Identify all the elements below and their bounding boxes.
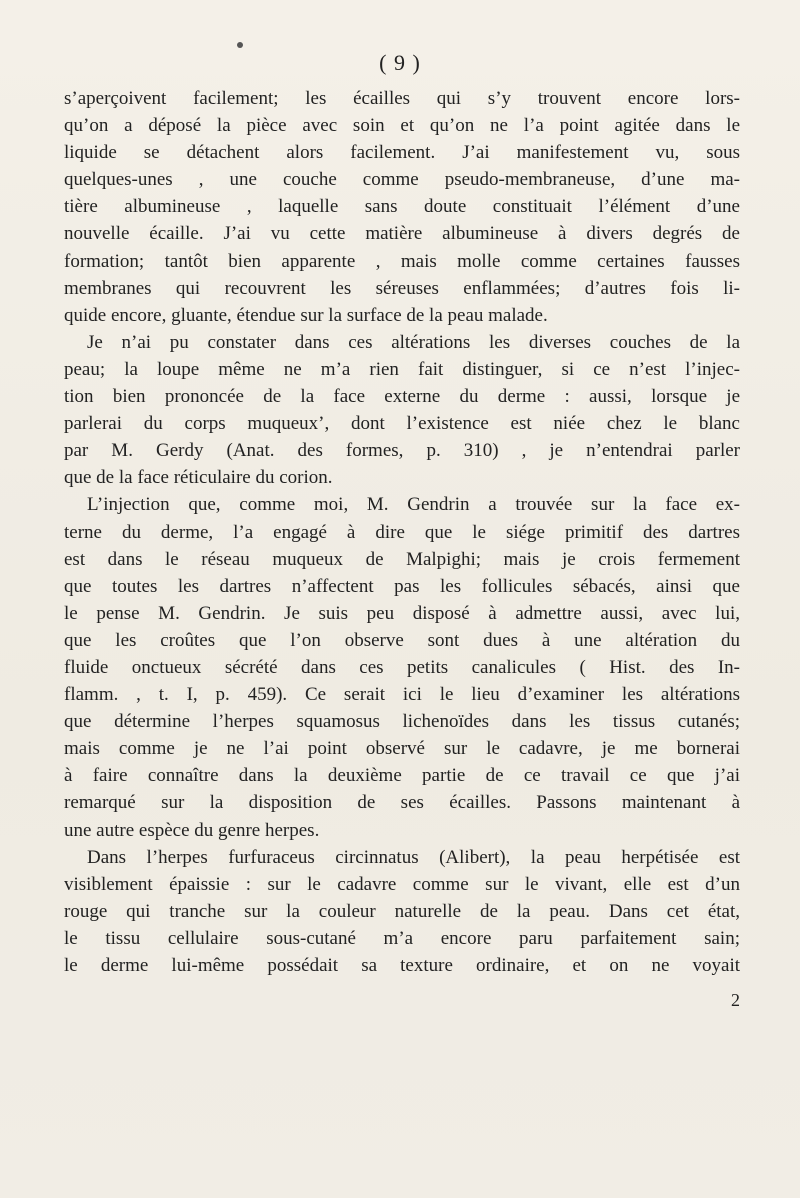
text-line: s’aperçoivent facilement; les écailles qui s’y trouvent encore lors-	[64, 88, 740, 109]
text-line: quelques-unes , une couche comme pseudo-membraneuse, d’une ma-	[64, 169, 740, 191]
text-line: liquide se détachent alors facilement. J’ai manifestement vu, sous	[64, 142, 740, 164]
text-line: parlerai du corps muqueux’, dont l’existence est niée chez le blanc	[64, 413, 740, 435]
text-line: que de la face réticulaire du corion.	[64, 467, 333, 489]
page-number-header: ( 9 )	[379, 50, 421, 75]
text-line: que les croûtes que l’on observe sont dues à une altération du	[64, 629, 740, 651]
text-line: nouvelle écaille. J’ai vu cette matière albumineuse à divers degrés de	[64, 223, 740, 245]
text-line: visiblement épaissie : sur le cadavre comme sur le vivant, elle est d’un	[64, 873, 740, 895]
text-line: rouge qui tranche sur la couleur naturelle de la peau. Dans cet état,	[64, 900, 740, 922]
text-line: terne du derme, l’a engagé à dire que le siége primitif des dartres	[64, 521, 740, 543]
text-line: par M. Gerdy (Anat. des formes, p. 310) , je n’entendrai parler	[64, 440, 740, 462]
text-line: le derme lui-même possédait sa texture ordinaire, et on ne voyait	[64, 955, 740, 976]
ink-speck	[237, 42, 243, 48]
text-line: que détermine l’herpes squamosus lichenoïdes dans les tissus cutanés;	[64, 711, 740, 733]
text-line: qu’on a déposé la pièce avec soin et qu’on ne l’a point agitée dans le	[64, 115, 740, 137]
text-line: peau; la loupe même ne m’a rien fait distinguer, si ce n’est l’injec-	[64, 358, 740, 380]
body-text	[64, 85, 740, 979]
text-line: quide encore, gluante, étendue sur la surface de la peau malade.	[64, 304, 548, 326]
text-line: à faire connaître dans la deuxième partie de ce travail ce que j’ai	[64, 765, 740, 787]
text-line: est dans le réseau muqueux de Malpighi; mais je crois fermement	[64, 548, 740, 570]
text-line: flamm. , t. I, p. 459). Ce serait ici le lieu d’examiner les altérations	[64, 684, 740, 706]
text-line: le pense M. Gendrin. Je suis peu disposé à admettre aussi, avec lui,	[64, 602, 740, 624]
text-line: formation; tantôt bien apparente , mais molle comme certaines fausses	[64, 250, 740, 272]
text-line: tière albumineuse , laquelle sans doute constituait l’élément d’une	[64, 196, 740, 218]
text-line: remarqué sur la disposition de ses écailles. Passons maintenant à	[64, 792, 740, 814]
text-line: mais comme je ne l’ai point observé sur le cadavre, je me bornerai	[64, 738, 740, 760]
text-line: Je n’ai pu constater dans ces altérations les diverses couches de la	[87, 331, 740, 353]
text-line: une autre espèce du genre herpes.	[64, 819, 320, 841]
text-line: fluide onctueux sécrété dans ces petits canalicules ( Hist. des In-	[64, 656, 740, 678]
text-line: membranes qui recouvrent les séreuses enflammées; d’autres fois li-	[64, 277, 740, 299]
text-line: que toutes les dartres n’affectent pas les follicules sébacés, ainsi que	[64, 575, 740, 597]
text-line: tion bien prononcée de la face externe du derme : aussi, lorsque je	[64, 386, 740, 408]
signature-mark: 2	[731, 990, 740, 1010]
text-line: le tissu cellulaire sous-cutané m’a encore paru parfaitement sain;	[64, 927, 740, 949]
text-line: L’injection que, comme moi, M. Gendrin a trouvée sur la face ex-	[87, 494, 740, 516]
text-line: Dans l’herpes furfuraceus circinnatus (Alibert), la peau herpétisée est	[87, 846, 740, 868]
